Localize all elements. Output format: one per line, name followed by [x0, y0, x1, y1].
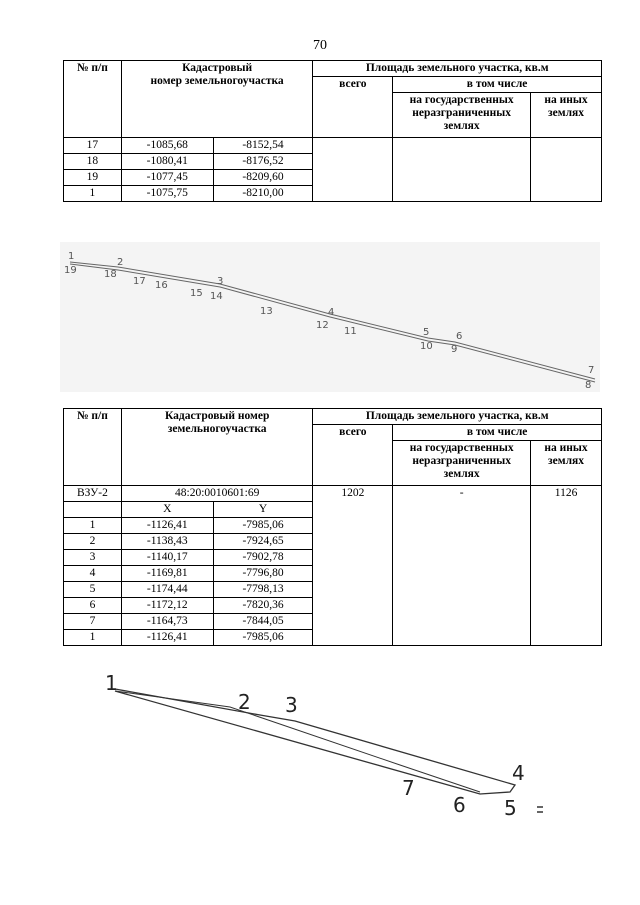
- coordinates-table-2: [63, 408, 602, 646]
- row-x: -1075,75: [121, 186, 213, 202]
- row-number: 5: [64, 582, 122, 598]
- header-other-lands: на иных землях: [531, 441, 602, 486]
- row-number: 18: [64, 154, 122, 170]
- row-number: 7: [64, 614, 122, 630]
- row-number: 3: [64, 550, 122, 566]
- row-number: 17: [64, 138, 122, 154]
- point-label: 12: [316, 320, 329, 331]
- header-state-lands: на государственных неразграниченных землях: [393, 441, 531, 486]
- row-number: 19: [64, 170, 122, 186]
- header-number: № п/п: [64, 61, 122, 138]
- total-area: 1202: [313, 486, 393, 646]
- row-number: 1: [64, 630, 122, 646]
- point-label: 5: [423, 327, 430, 338]
- row-y: -7798,13: [213, 582, 313, 598]
- header-cadastral: [121, 409, 313, 486]
- plot-outline: [115, 689, 515, 794]
- header-cadastral-line1: Кадастровый: [182, 62, 253, 74]
- other-lands-area: 1126: [531, 486, 602, 646]
- row-y: -7985,06: [213, 630, 313, 646]
- point-label: 13: [260, 306, 273, 317]
- row-x: -1164,73: [121, 614, 213, 630]
- header-including: в том числе: [393, 77, 602, 93]
- state-cell: [393, 138, 531, 202]
- point-label: 16: [155, 280, 168, 291]
- plot-id: ВЗУ-2: [64, 486, 122, 502]
- row-x: -1172,12: [121, 598, 213, 614]
- row-x: -1169,81: [121, 566, 213, 582]
- column-y-header: Y: [213, 502, 313, 518]
- point-label: 1: [105, 671, 118, 695]
- point-label: 5: [504, 796, 517, 820]
- header-total: всего: [313, 77, 393, 138]
- header-number: № п/п: [64, 409, 122, 486]
- row-x: -1126,41: [121, 518, 213, 534]
- state-lands-area: -: [393, 486, 531, 646]
- table-row: [64, 138, 602, 154]
- row-number: 2: [64, 534, 122, 550]
- row-x: -1126,41: [121, 630, 213, 646]
- total-cell: [313, 138, 393, 202]
- row-y: -7924,65: [213, 534, 313, 550]
- point-label: 6: [453, 793, 466, 817]
- page-number: 70: [313, 38, 327, 53]
- row-number: 6: [64, 598, 122, 614]
- row-y: -7820,36: [213, 598, 313, 614]
- point-label: 3: [217, 276, 224, 287]
- row-number: 4: [64, 566, 122, 582]
- point-label: 7: [588, 365, 595, 376]
- empty-cell: [64, 502, 122, 518]
- point-label: 17: [133, 276, 146, 287]
- column-x-header: X: [121, 502, 213, 518]
- header-area: Площадь земельного участка, кв.м: [313, 61, 602, 77]
- row-number: 1: [64, 518, 122, 534]
- row-y: -7796,80: [213, 566, 313, 582]
- scan-mark: [537, 806, 543, 808]
- point-label: 10: [420, 341, 433, 352]
- point-label: 3: [285, 693, 298, 717]
- row-y: -8176,52: [213, 154, 313, 170]
- point-label: 19: [64, 265, 77, 276]
- row-y: -7985,06: [213, 518, 313, 534]
- header-cadastral-line1: Кадастровый номер: [164, 410, 270, 422]
- row-x: -1140,17: [121, 550, 213, 566]
- point-label: 2: [117, 257, 124, 268]
- point-label: 6: [456, 331, 463, 342]
- point-label: 14: [210, 291, 223, 302]
- row-number: 1: [64, 186, 122, 202]
- header-total: всего: [313, 425, 393, 486]
- cadastral-number: 48:20:0010601:69: [121, 486, 313, 502]
- point-label: 8: [585, 380, 592, 391]
- header-cadastral-line2: номер земельногоучастка: [150, 75, 284, 87]
- header-other-lands: на иных землях: [531, 93, 602, 138]
- point-label: 7: [402, 776, 415, 800]
- plot-sketch-2: [100, 665, 560, 825]
- other-cell: [531, 138, 602, 202]
- plot-sketch-1: [60, 242, 600, 392]
- row-x: -1174,44: [121, 582, 213, 598]
- row-y: -8152,54: [213, 138, 313, 154]
- scan-mark: [537, 811, 543, 813]
- plot-row: [64, 486, 602, 502]
- row-y: -7902,78: [213, 550, 313, 566]
- coordinates-table-1: [63, 60, 602, 202]
- header-area: Площадь земельного участка, кв.м: [313, 409, 602, 425]
- row-x: -1138,43: [121, 534, 213, 550]
- row-x: -1080,41: [121, 154, 213, 170]
- row-x: -1077,45: [121, 170, 213, 186]
- point-label: 4: [512, 761, 525, 785]
- point-label: 11: [344, 326, 357, 337]
- header-state-lands: на государственных неразграниченных землях: [393, 93, 531, 138]
- header-including: в том числе: [393, 425, 602, 441]
- row-y: -8210,00: [213, 186, 313, 202]
- row-x: -1085,68: [121, 138, 213, 154]
- point-label: 1: [68, 251, 75, 262]
- row-y: -7844,05: [213, 614, 313, 630]
- point-label: 4: [328, 307, 335, 318]
- row-y: -8209,60: [213, 170, 313, 186]
- point-label: 9: [451, 344, 458, 355]
- point-label: 15: [190, 288, 203, 299]
- header-cadastral-line2: земельногоучастка: [167, 423, 267, 435]
- header-cadastral: [121, 61, 313, 138]
- point-label: 18: [104, 269, 117, 280]
- point-label: 2: [238, 690, 251, 714]
